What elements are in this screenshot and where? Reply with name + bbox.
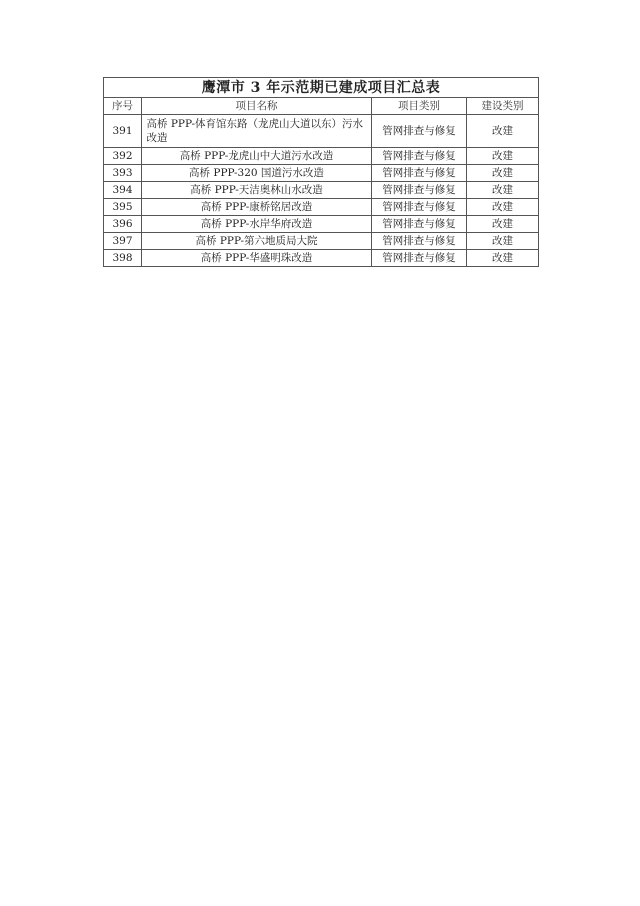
cell-construction-type: 改建 (467, 199, 539, 216)
cell-construction-type: 改建 (467, 148, 539, 165)
cell-construction-type: 改建 (467, 165, 539, 182)
table-row (104, 148, 539, 165)
cell-project-category: 管网排查与修复 (372, 115, 467, 148)
cell-serial-number: 395 (104, 199, 142, 216)
cell-serial-number: 391 (104, 115, 142, 148)
cell-project-name: 高桥 PPP-康桥铭居改造 (142, 199, 372, 216)
cell-serial-number: 392 (104, 148, 142, 165)
table-row (104, 250, 539, 267)
project-summary-table (103, 77, 539, 267)
cell-project-name: 高桥 PPP-320 国道污水改造 (142, 165, 372, 182)
table-row (104, 165, 539, 182)
table-row (104, 115, 539, 148)
table-row (104, 216, 539, 233)
cell-construction-type: 改建 (467, 216, 539, 233)
cell-project-category: 管网排查与修复 (372, 216, 467, 233)
table-row (104, 199, 539, 216)
cell-project-category: 管网排查与修复 (372, 233, 467, 250)
header-serial-number: 序号 (104, 98, 142, 115)
table-header-row (104, 98, 539, 115)
cell-project-name: 高桥 PPP-天洁奥林山水改造 (142, 182, 372, 199)
table-title: 鹰潭市 3 年示范期已建成项目汇总表 (104, 78, 539, 98)
cell-project-category: 管网排查与修复 (372, 182, 467, 199)
header-project-name: 项目名称 (142, 98, 372, 115)
cell-serial-number: 393 (104, 165, 142, 182)
table-row (104, 182, 539, 199)
cell-project-name: 高桥 PPP-第六地质局大院 (142, 233, 372, 250)
cell-construction-type: 改建 (467, 250, 539, 267)
cell-project-category: 管网排查与修复 (372, 250, 467, 267)
header-project-category: 项目类别 (372, 98, 467, 115)
cell-construction-type: 改建 (467, 233, 539, 250)
cell-project-name: 高桥 PPP-龙虎山中大道污水改造 (142, 148, 372, 165)
project-name-text: 高桥 PPP-体育馆东路（龙虎山大道以东）污水改造 (146, 118, 364, 144)
cell-project-name (142, 115, 372, 148)
cell-serial-number: 396 (104, 216, 142, 233)
cell-project-name: 高桥 PPP-水岸华府改造 (142, 216, 372, 233)
cell-construction-type: 改建 (467, 182, 539, 199)
cell-serial-number: 398 (104, 250, 142, 267)
header-construction-type: 建设类别 (467, 98, 539, 115)
cell-serial-number: 397 (104, 233, 142, 250)
cell-project-name: 高桥 PPP-华盛明珠改造 (142, 250, 372, 267)
table-row (104, 233, 539, 250)
cell-project-category: 管网排查与修复 (372, 165, 467, 182)
cell-construction-type: 改建 (467, 115, 539, 148)
cell-project-category: 管网排查与修复 (372, 148, 467, 165)
cell-project-category: 管网排查与修复 (372, 199, 467, 216)
cell-serial-number: 394 (104, 182, 142, 199)
